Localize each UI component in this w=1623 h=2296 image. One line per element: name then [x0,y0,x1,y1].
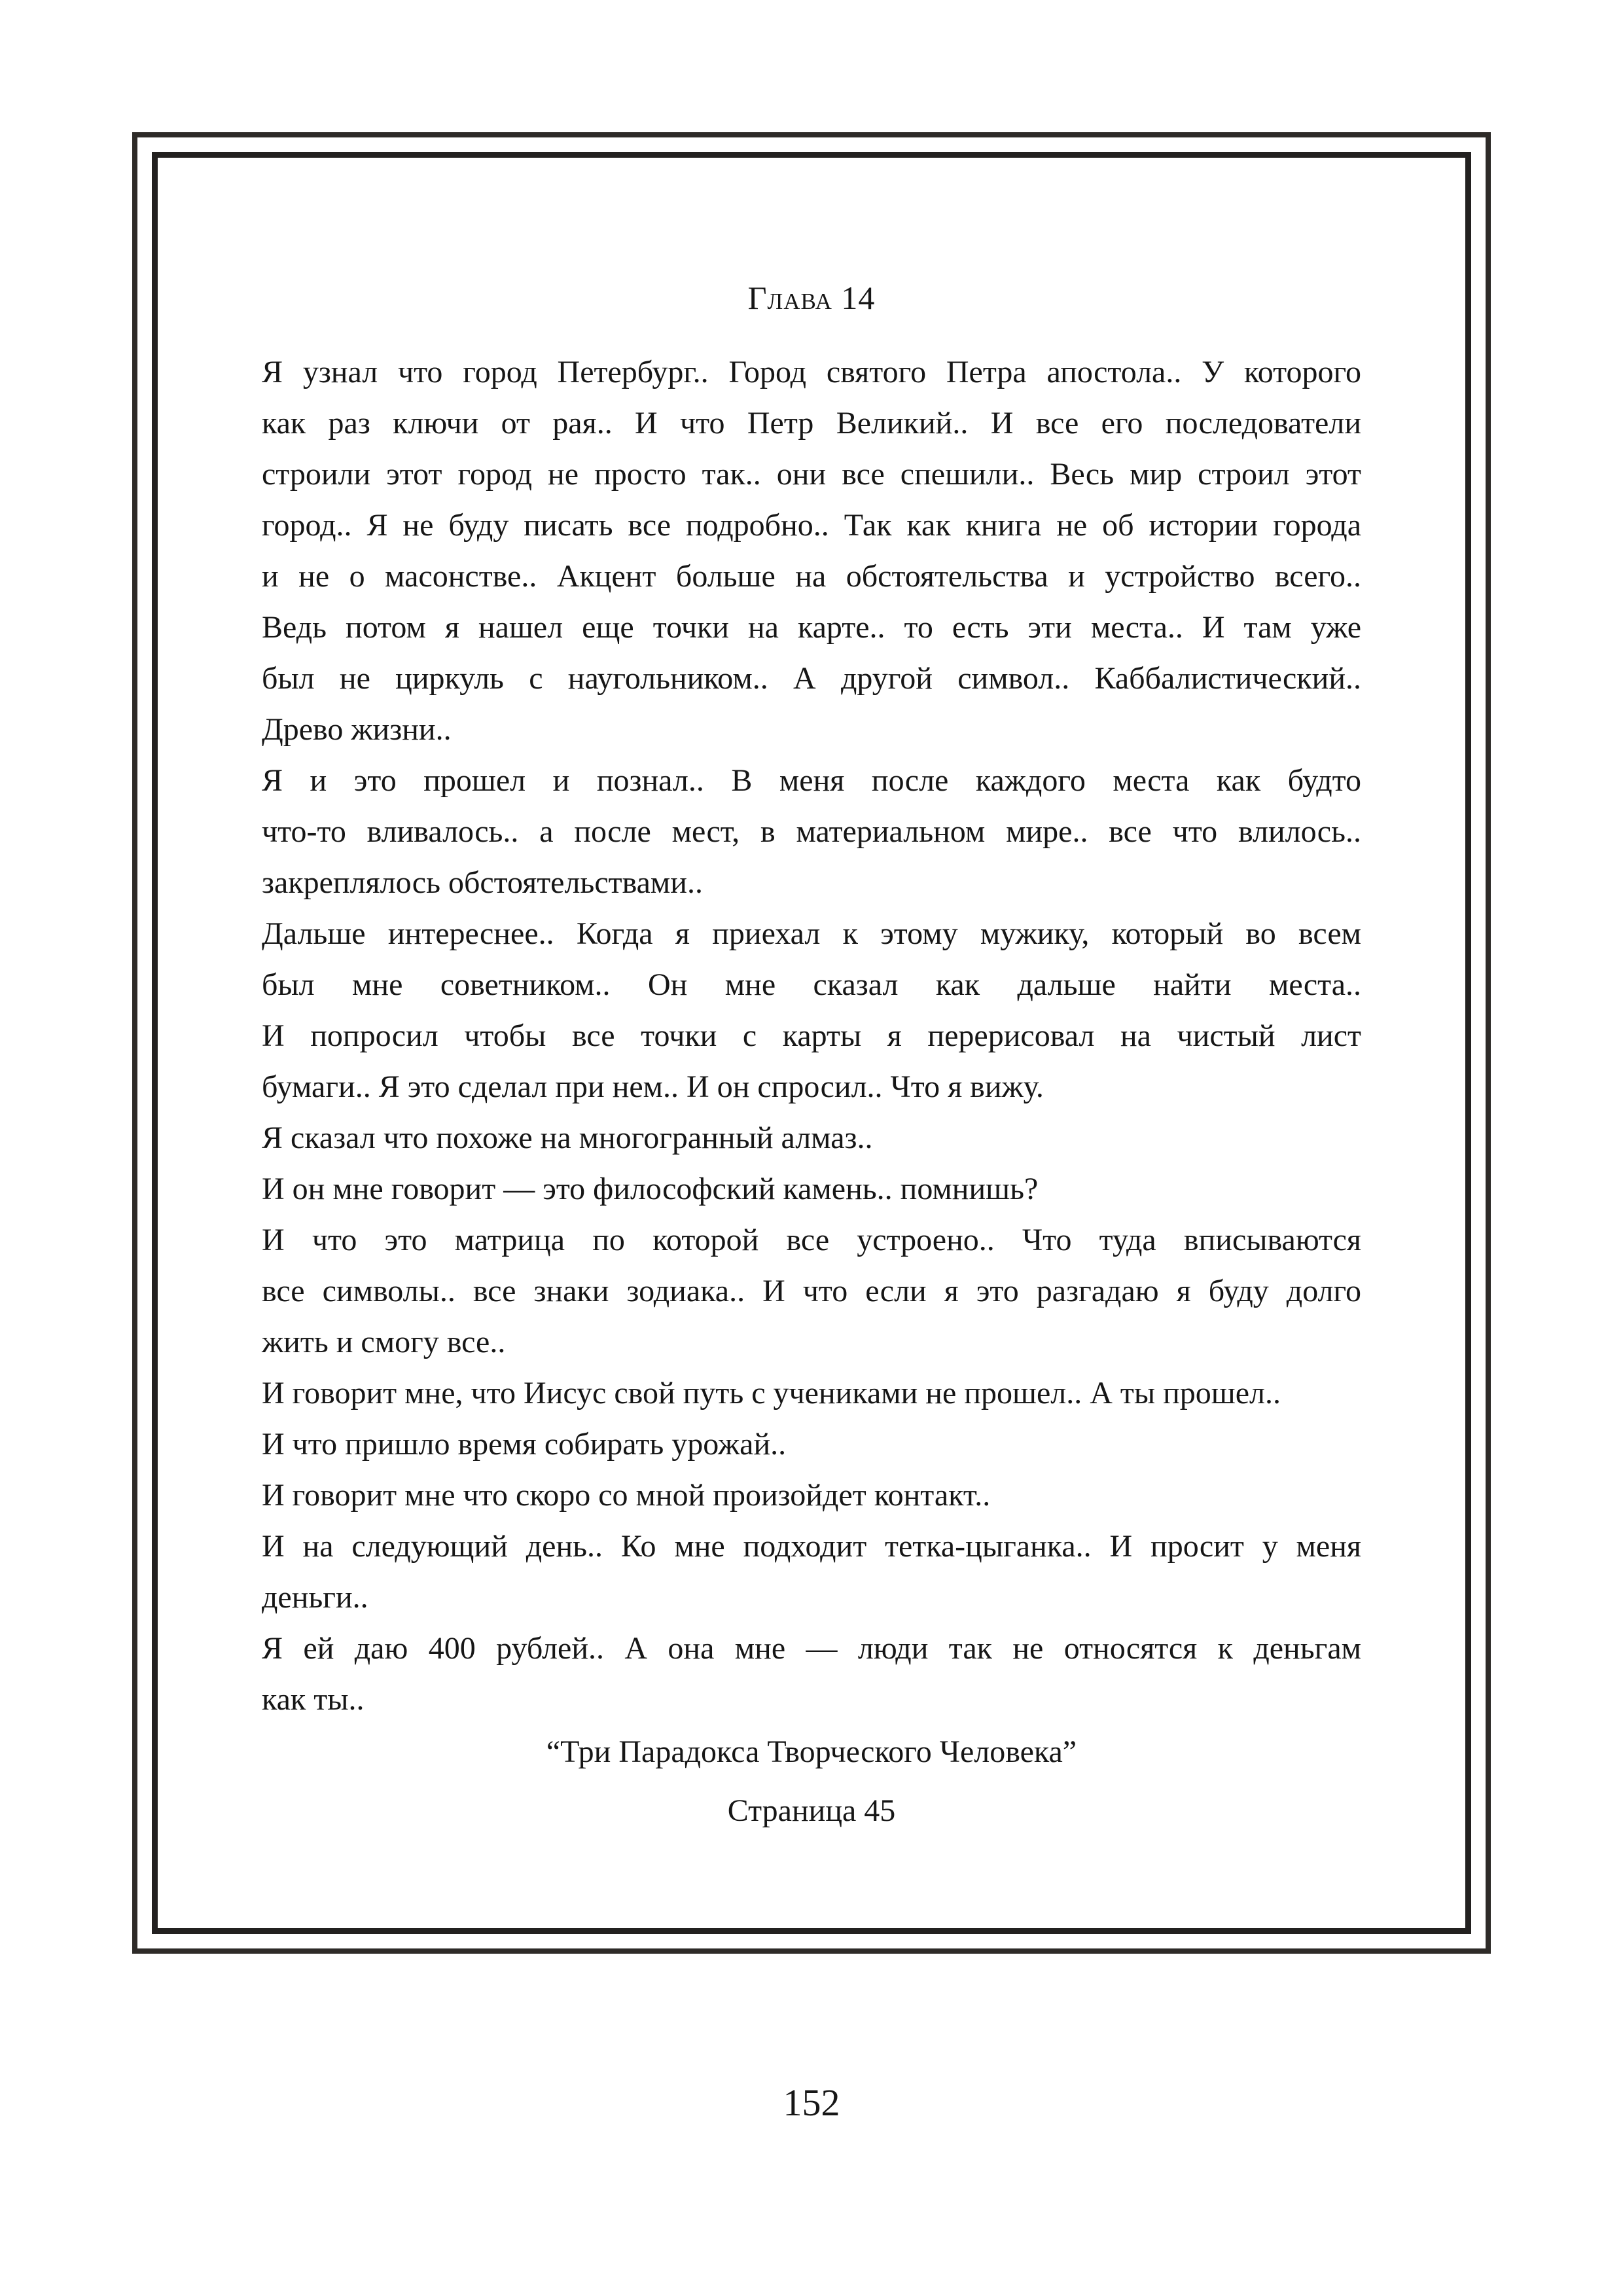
body-line: был мне советником.. Он мне сказал как дальше найти места.. [262,967,1361,1002]
source-page-reference: Страница 45 [727,1793,896,1828]
body-line: И что это матрица по которой все устроено.. Что туда вписываются [262,1223,1361,1257]
body-line: Я узнал что город Петербург.. Город святого Петра апостола.. У которого [262,355,1361,389]
body-line: как раз ключи от рая.. И что Петр Великий.. И все его последователи [262,406,1361,440]
body-line: И говорит мне, что Иисус свой путь с учениками не прошел.. А ты прошел.. [262,1376,1281,1410]
body-line: И говорит мне что скоро со мной произойдет контакт.. [262,1478,991,1513]
body-line: строили этот город не просто так.. они все спешили.. Весь мир строил этот [262,457,1361,492]
body-line: Я и это прошел и познал.. В меня после каждого места как будто [262,763,1361,798]
body-line: бумаги.. Я это сделал при нем.. И он спросил.. Что я вижу. [262,1069,1044,1104]
body-line: жить и смогу все.. [262,1325,506,1359]
body-line: Древо жизни.. [262,712,452,747]
body-line: И попросил чтобы все точки с карты я перерисовал на чистый лист [262,1018,1361,1053]
body-line: И он мне говорит — это философский камень.. помнишь? [262,1172,1039,1206]
body-line: И на следующий день.. Ко мне подходит тетка-цыганка.. И просит у меня [262,1529,1361,1564]
body-line: Я сказал что похоже на многогранный алмаз.. [262,1121,873,1155]
body-line: все символы.. все знаки зодиака.. И что если я это разгадаю я буду долго [262,1274,1361,1308]
body-text [262,347,1361,1725]
body-line: Я ей даю 400 рублей.. А она мне — люди так не относятся к деньгам [262,1631,1361,1666]
body-line: Ведь потом я нашел еще точки на карте.. то есть эти места.. И там уже [262,610,1361,645]
body-line: был не циркуль с наугольником.. А другой символ.. Каббалистический.. [262,661,1361,696]
body-line: город.. Я не буду писать все подробно.. Так как книга не об истории города [262,508,1361,543]
body-line: Дальше интереснее.. Когда я приехал к этому мужику, который во всем [262,916,1361,951]
body-line: и не о масонстве.. Акцент больше на обстоятельства и устройство всего.. [262,559,1361,594]
body-line: что-то вливалось.. а после мест, в материальном мире.. все что влилось.. [262,814,1361,849]
page-number: 152 [783,2081,840,2124]
book-title-quote: “Три Парадокса Творческого Человека” [546,1734,1077,1769]
body-line: деньги.. [262,1580,368,1615]
body-line: как ты.. [262,1682,365,1717]
chapter-heading: Глава 14 [747,279,876,316]
body-line: И что пришло время собирать урожай.. [262,1427,787,1462]
body-line: закреплялось обстоятельствами.. [262,865,703,900]
